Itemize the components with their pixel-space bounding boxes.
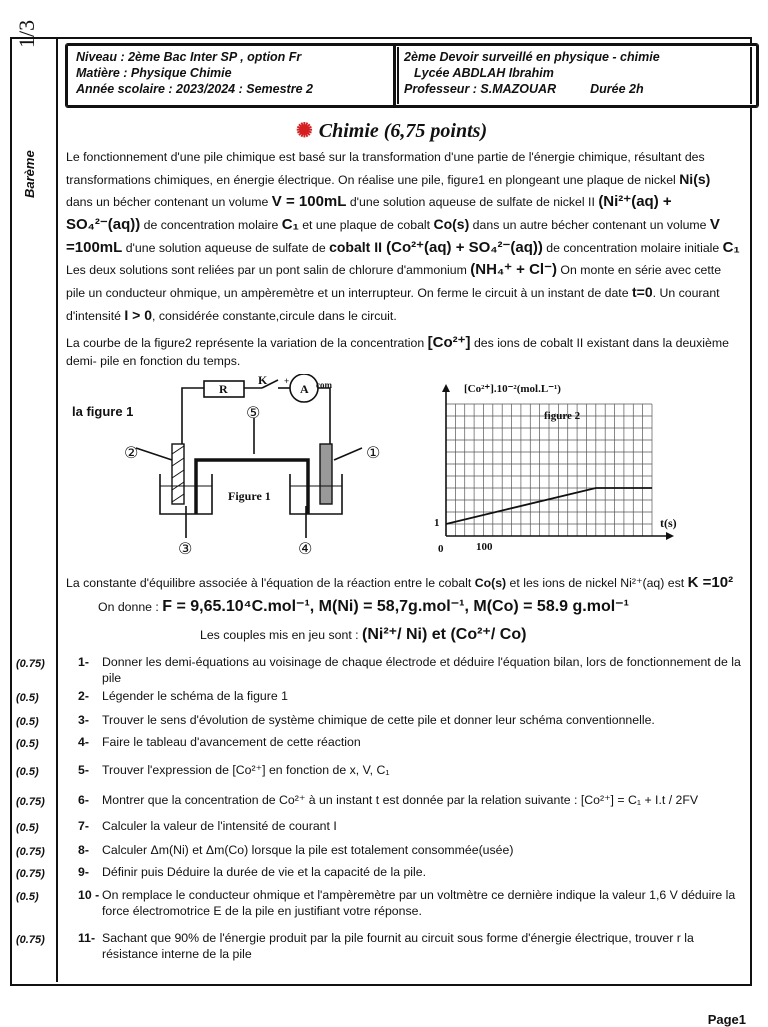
switch-label: K: [258, 374, 268, 387]
question-text: Trouver l'expression de [Co²⁺] en fonction de x, V, C₁: [102, 763, 390, 777]
question-number: 7-: [78, 819, 89, 833]
figure-2-chart: [424, 380, 704, 560]
constant-text: La constante d'équilibre associée à l'équation de la réaction entre le cobalt: [66, 576, 475, 590]
intro-text: d'une solution aqueuse de sulfate de nickel II: [346, 195, 599, 209]
figure2-intro: [66, 334, 740, 370]
question-points: (0.75): [16, 846, 45, 858]
school-name: Lycée ABDLAH Ibrahim: [414, 66, 554, 80]
intro-text: On monte en série avec cette pile un conducteur ohmique, un ampèremètre et un interrupteur. On ferme le circuit à un instant de date: [66, 263, 722, 300]
cobalt-formula: Co(s): [433, 216, 470, 232]
concentration-c1: C₁: [722, 239, 740, 256]
given-values: F = 9,65.10⁴C.mol⁻¹, M(Ni) = 58,7g.mol⁻¹, M(Co) = 58.9 g.mol⁻¹: [162, 598, 629, 615]
intro2-text: La courbe de la figure2 représente la variation de la concentration: [66, 336, 428, 350]
intro-paragraph: [66, 146, 740, 327]
wire: [182, 388, 204, 452]
intro-text: Le fonctionnement d'une pile chimique est basé sur la transformation d'une partie de l'énergie chimique, résultant des transformations chimiques, en énergie électrique. On réalise une pile, figure1 en plongeant une plaque de nickel: [66, 150, 705, 187]
question-text: Calculer la valeur de l'intensité de courant I: [102, 819, 337, 833]
question-number: 2-: [78, 689, 89, 703]
marker-2: ②: [124, 443, 139, 462]
current-condition: I > 0: [124, 307, 153, 323]
question-text: Définir puis Déduire la durée de vie et la capacité de la pile.: [102, 865, 427, 879]
x-tick-label: 100: [476, 541, 493, 553]
marker-4: ④: [298, 539, 313, 558]
nickel-solution: (Ni²⁺(aq) + SO₄²⁻(aq)): [66, 193, 672, 233]
page-fraction: 1/3: [14, 19, 39, 48]
header-right-box: [394, 44, 758, 107]
wire: [318, 388, 330, 452]
intro-text: dans un bécher contenant un volume: [66, 195, 272, 209]
figure-caption: la figure 1: [72, 404, 134, 419]
intro-text: de concentration molaire initiale: [542, 241, 723, 255]
concentration-c1: C₁: [281, 216, 299, 233]
question-number: 1-: [78, 655, 89, 669]
given-data: [98, 596, 768, 616]
professor: Professeur : S.MAZOUAR: [404, 82, 557, 96]
constant-text: est: [664, 576, 688, 590]
couples-label: Les couples mis en jeu sont :: [200, 628, 362, 642]
question-points: (0.5): [16, 692, 39, 704]
marker-5: ⑤: [246, 403, 261, 422]
question-number: 10 -: [78, 888, 100, 902]
intro-text: . Un courant d'intensité: [66, 286, 720, 323]
question-number: 5-: [78, 763, 89, 777]
figure-1-circuit: [64, 374, 394, 566]
origin-label: 0: [438, 543, 444, 555]
x-axis-label: t(s): [660, 516, 677, 530]
marker-1: ①: [366, 443, 381, 462]
question-points: (0.5): [16, 716, 39, 728]
marker-3: ③: [178, 539, 193, 558]
cobalt-electrode: [320, 444, 332, 504]
time-zero: t=0: [631, 284, 653, 300]
com-label: com: [316, 380, 332, 390]
duration: Durée 2h: [590, 82, 644, 96]
question-number: 4-: [78, 735, 89, 749]
intro-text: d'une solution aqueuse de sulfate de: [122, 241, 330, 255]
intro-text: Les deux solutions sont reliées par un pont salin de chlorure d'ammonium: [66, 263, 471, 277]
question-text: Montrer que la concentration de Co²⁺ à un instant t est donnée par la relation suivante : [Co²⁺] = C₁ + I.t / 2FV: [102, 793, 699, 807]
y-axis-label: [Co²⁺].10⁻²(mol.L⁻¹): [464, 383, 561, 395]
question-text: Trouver le sens d'évolution de système chimique de cette pile et donner leur schéma conventionnelle.: [102, 713, 655, 727]
given-label: On donne :: [98, 600, 163, 614]
question-text: Légender le schéma de la figure 1: [102, 689, 288, 703]
question-points: (0.5): [16, 822, 39, 834]
level-line: Niveau : 2ème Bac Inter SP , option Fr: [76, 50, 302, 64]
volume-2: V =100mL: [66, 216, 720, 256]
section-title-text: Chimie (6,75 points): [318, 120, 488, 142]
nickel-formula: Ni(s): [679, 171, 711, 187]
salt-bridge-formula: (NH₄⁺ + Cl⁻): [470, 261, 558, 278]
constant-text: et les ions de nickel: [506, 576, 621, 590]
flower-icon: ✺: [296, 120, 313, 142]
bareme-label: Barème: [22, 150, 37, 198]
cobalt-formula: Co(s): [474, 576, 507, 590]
couples-values: (Ni²⁺/ Ni) et (Co²⁺/ Co): [362, 626, 527, 643]
beaker-right: [290, 474, 342, 514]
subject-line: Matière : Physique Chimie: [76, 66, 232, 80]
cobalt-concentration: [Co²⁺]: [427, 334, 471, 351]
question-text: Faire le tableau d'avancement de cette réaction: [102, 735, 361, 749]
k-value: K =10²: [687, 574, 734, 591]
plus-label: +: [284, 376, 290, 386]
question-text: Sachant que 90% de l'énergie produit par la pile fournit au circuit sous forme d'énergie électrique, trouver r la résistance interne de la pile: [102, 931, 694, 961]
intro-text: et une plaque de cobalt: [298, 218, 434, 232]
question-points: (0.5): [16, 766, 39, 778]
exam-title: 2ème Devoir surveillé en physique - chimie: [404, 50, 660, 64]
question-text: Donner les demi-équations au voisinage de chaque électrode et déduire l'équation bilan, lors de fonctionnement de la pile: [102, 655, 741, 685]
intro2-text: des ions de cobalt II existant dans la deuxième demi- pile en fonction du temps.: [66, 336, 729, 368]
question-points: (0.5): [16, 738, 39, 750]
pointer-line: [136, 448, 172, 460]
y-tick-label: 1: [434, 517, 440, 529]
intro-text: , considérée constante,circule dans le circuit.: [152, 309, 397, 323]
cobalt-word: cobalt II: [329, 239, 382, 255]
intro-text: de concentration molaire: [140, 218, 282, 232]
page-footer: Page1: [707, 1012, 746, 1027]
redox-couples: [200, 624, 768, 644]
y-axis-arrow: [442, 384, 450, 392]
question-points: (0.75): [16, 934, 45, 946]
pointer-line: [334, 448, 362, 460]
year-line: Année scolaire : 2023/2024 : Semestre 2: [76, 82, 313, 96]
equilibrium-constant: [66, 574, 746, 591]
ammeter-label: A: [300, 382, 309, 396]
question-number: 6-: [78, 793, 89, 807]
question-number: 9-: [78, 865, 89, 879]
question-number: 8-: [78, 843, 89, 857]
chart-title: figure 2: [544, 410, 581, 422]
question-number: 3-: [78, 713, 89, 727]
question-points: (0.75): [16, 796, 45, 808]
question-points: (0.75): [16, 868, 45, 880]
professor-duration-line: [404, 81, 748, 97]
resistor-label: R: [219, 382, 228, 396]
volume-1: V = 100mL: [271, 193, 347, 210]
question-text: Calculer Δm(Ni) et Δm(Co) lorsque la pile est totalement consommée(usée): [102, 843, 514, 857]
question-points: (0.75): [16, 658, 45, 670]
nickel-ion: Ni²⁺(aq): [620, 576, 665, 590]
question-number: 11-: [78, 931, 96, 945]
section-title: [296, 118, 487, 143]
intro-text: dans un autre bécher contenant un volume: [469, 218, 710, 232]
figure-caption-inner: Figure 1: [228, 489, 271, 503]
cobalt-solution: (Co²⁺(aq) + SO₄²⁻(aq)): [381, 239, 543, 256]
question-text: On remplace le conducteur ohmique et l'ampèremètre par un voltmètre ce dernière indique la valeur 1,6 V déduire la force électromotrice E de la pile en justifiant votre réponse.: [102, 888, 736, 918]
x-axis-arrow: [666, 532, 674, 540]
header-left-box: [66, 44, 398, 107]
question-points: (0.5): [16, 891, 39, 903]
